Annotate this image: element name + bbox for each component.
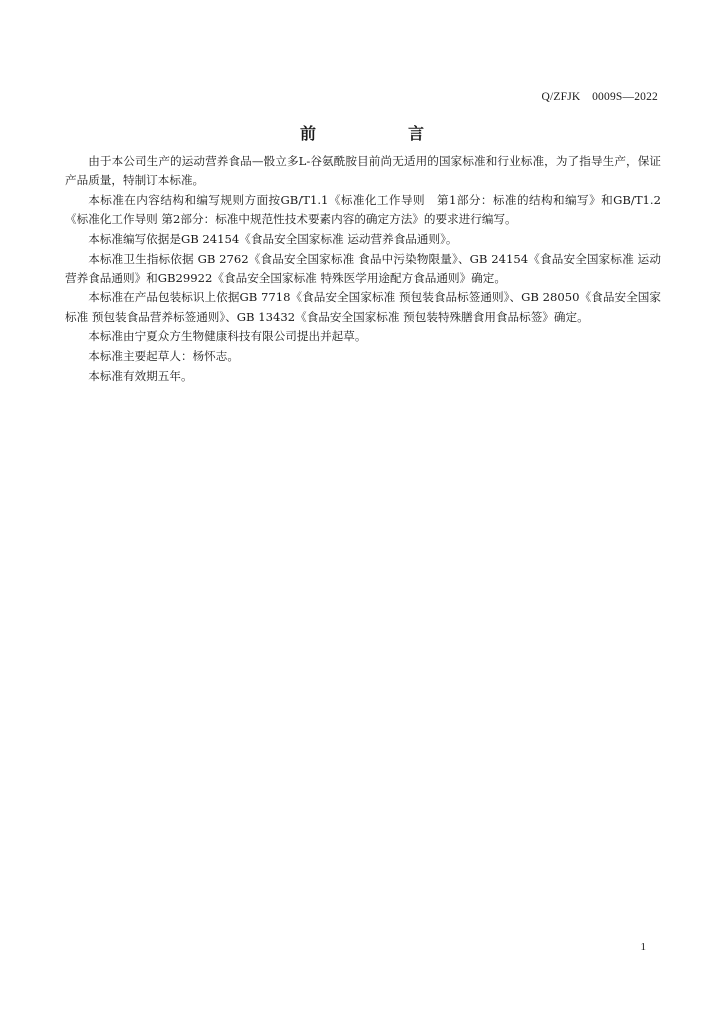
page-title: 前 言 bbox=[299, 124, 462, 143]
paragraph-labeling: 本标准在产品包装标识上依据GB 7718《食品安全国家标准 预包装食品标签通则》、GB 28050《食品安全国家标准 预包装食品营养标签通则》、GB 13432《食品安全国家标准 预包装特殊膳食用食品标签》确定。 bbox=[65, 290, 661, 324]
paragraph-drafter: 本标准主要起草人：杨怀志。 bbox=[88, 349, 239, 364]
paragraph-proposer: 本标准由宁夏众方生物健康科技有限公司提出并起草。 bbox=[88, 329, 367, 344]
paragraph-drafting-rules: 本标准在内容结构和编写规则方面按GB/T1.1《标准化工作导则 第1部分：标准的结构和编写》和GB/T1.2《标准化工作导则 第2部分：标准中规范性技术要素内容的确定方法》的要求进行编写。 bbox=[65, 192, 661, 227]
paragraph-purpose: 由于本公司生产的运动营养食品—骰立多L-谷氨酰胺目前尚无适用的国家标准和行业标准，为了指导生产，保证产品质量，特制订本标准。 bbox=[65, 154, 661, 188]
paragraph-validity: 本标准有效期五年。 bbox=[88, 368, 193, 383]
standard-code: Q/ZFJK 0009S—2022 bbox=[541, 91, 658, 103]
page-number: 1 bbox=[640, 941, 646, 953]
paragraph-hygiene-indicators: 本标准卫生指标依据 GB 2762《食品安全国家标准 食品中污染物限量》、GB 24154《食品安全国家标准 运动营养食品通则》和GB29922《食品安全国家标准 特殊医学用途配方食品通则》确定。 bbox=[65, 251, 661, 285]
paragraph-basis: 本标准编写依据是GB 24154《食品安全国家标准 运动营养食品通则》。 bbox=[88, 231, 458, 246]
foreword-body bbox=[65, 152, 661, 386]
